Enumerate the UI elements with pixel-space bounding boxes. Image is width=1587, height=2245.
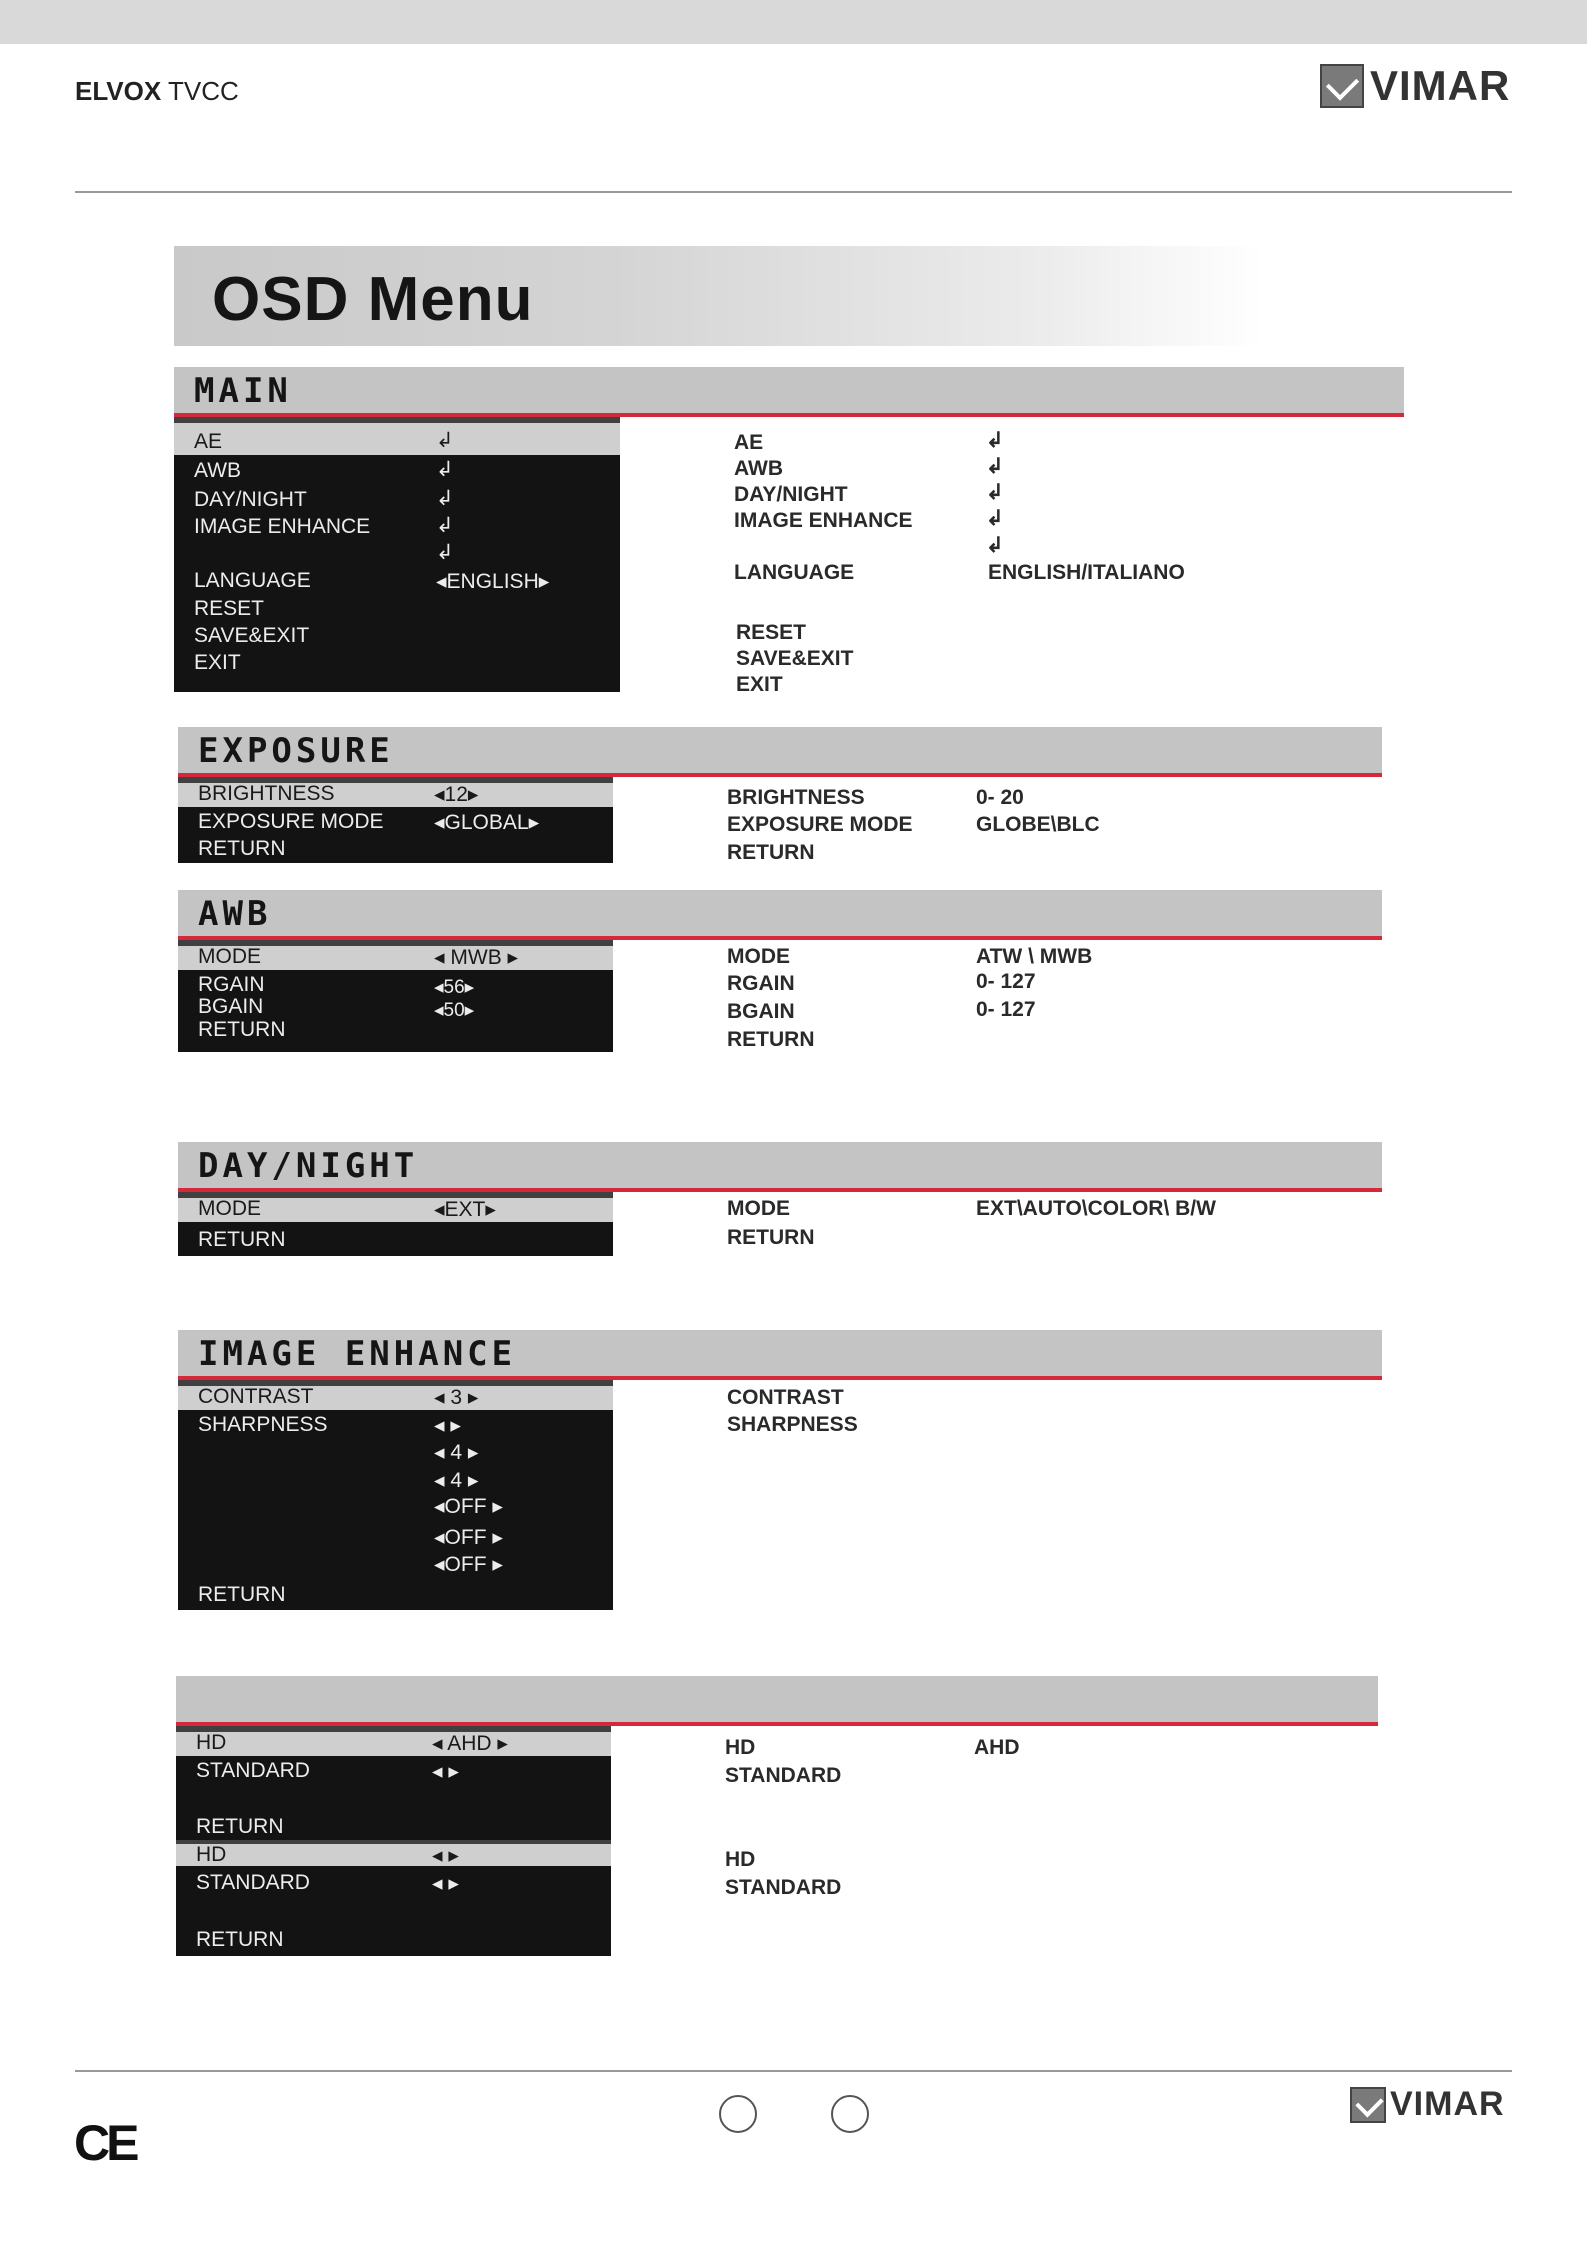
osd-item-mode: MODE [198,945,261,968]
osd-standard-value: ◂ ▸ [432,1872,459,1895]
osd-item-image-enhance: IMAGE ENHANCE [194,515,371,538]
section-header-video [176,1676,1378,1726]
brand: ELVOX TVCC [75,76,239,106]
osd-highlight [174,417,620,455]
desc-language: LANGUAGE [734,561,855,584]
desc-hd: HD [725,1736,756,1759]
desc-image-enhance: IMAGE ENHANCE [734,509,913,532]
osd-item-ae: AE [194,430,223,453]
desc-bgain: BGAIN [727,1000,795,1023]
desc-exit: EXIT [736,673,783,696]
desc-exposure-mode: EXPOSURE MODE [727,813,913,836]
osd-item-language: LANGUAGE [194,569,311,592]
enter-icon: ↲ [436,487,454,510]
osd-item-brightness: BRIGHTNESS [198,782,335,805]
osd-item-hd: HD [196,1843,227,1866]
section-header-exposure: EXPOSURE [178,727,1382,777]
osd-item-exposure-mode: EXPOSURE MODE [198,810,384,833]
osd-highlight [176,1840,611,1866]
osd-brightness-value: ◂12▸ [434,783,479,806]
desc-return: RETURN [727,1028,815,1051]
osd-awb-mode-value: ◂ MWB ▸ [434,946,519,969]
section-header-daynight: DAY/NIGHT [178,1142,1382,1192]
vimar-logo-icon [1350,2087,1386,2123]
osd-panel-exposure [178,777,613,863]
vimar-logo: VIMAR [1320,62,1510,110]
osd-item-bgain: BGAIN [198,995,264,1018]
enter-icon: ↲ [436,458,454,481]
desc-language-value: ENGLISH/ITALIANO [988,561,1185,584]
osd-sharpness-value: ◂ ▸ [434,1414,461,1437]
osd-exposure-mode-value: ◂GLOBAL▸ [434,811,540,834]
osd-value: ◂OFF ▸ [434,1526,503,1549]
osd-hd-value: ◂ AHD ▸ [432,1732,508,1755]
osd-value: ◂ 4 ▸ [434,1469,479,1492]
section-header-awb: AWB [178,890,1382,940]
footer-rule [75,2070,1512,2072]
osd-language-value: ◂ENGLISH▸ [436,570,550,593]
enter-icon: ↲ [986,507,1004,530]
osd-item-rgain: RGAIN [198,973,265,996]
desc-mode: MODE [727,945,790,968]
desc-save-exit: SAVE&EXIT [736,647,854,670]
osd-item-return: RETURN [198,1018,286,1041]
enter-icon: ↲ [436,541,454,564]
osd-item-sharpness: SHARPNESS [198,1413,328,1436]
osd-panel-daynight [178,1192,613,1256]
desc-mode: MODE [727,1197,790,1220]
osd-item-daynight: DAY/NIGHT [194,488,307,511]
title-band [174,246,1264,346]
desc-hd: HD [725,1848,756,1871]
osd-item-awb: AWB [194,459,242,482]
desc-sharpness: SHARPNESS [727,1413,858,1436]
osd-item-mode: MODE [198,1197,261,1220]
desc-exposure-mode-options: GLOBE\BLC [976,813,1100,836]
desc-brightness: BRIGHTNESS [727,786,865,809]
osd-standard-value: ◂ ▸ [432,1760,459,1783]
enter-icon: ↲ [436,514,454,537]
osd-item-exit: EXIT [194,651,241,674]
enter-icon: ↲ [436,429,454,452]
desc-brightness-range: 0- 20 [976,786,1024,809]
osd-bgain-value: ◂50▸ [434,1000,475,1021]
osd-item-standard: STANDARD [196,1759,310,1782]
desc-ae: AE [734,431,764,454]
osd-hd-value: ◂ ▸ [432,1844,459,1867]
ce-mark: CE [74,2115,136,2171]
osd-rgain-value: ◂56▸ [434,977,475,998]
osd-item-hd: HD [196,1731,227,1754]
osd-value: ◂OFF ▸ [434,1495,503,1518]
desc-rgain: RGAIN [727,972,795,995]
desc-return: RETURN [727,841,815,864]
osd-panel-video [176,1726,611,1956]
section-header-image-enhance: IMAGE ENHANCE [178,1330,1382,1380]
osd-panel-awb [178,940,613,1052]
desc-standard: STANDARD [725,1876,842,1899]
desc-awb: AWB [734,457,783,480]
enter-icon: ↲ [986,429,1004,452]
circle-mark [831,2095,869,2133]
osd-item-return: RETURN [198,1228,286,1251]
desc-rgain-range: 0- 127 [976,970,1036,993]
osd-value: ◂ 4 ▸ [434,1441,479,1464]
osd-item-return: RETURN [198,837,286,860]
desc-daynight-mode-options: EXT\AUTO\COLOR\ B/W [976,1197,1216,1220]
osd-highlight [176,1726,611,1756]
section-header-main: MAIN [174,367,1404,417]
osd-daynight-mode-value: ◂EXT▸ [434,1198,496,1221]
osd-item-contrast: CONTRAST [198,1385,314,1408]
desc-return: RETURN [727,1226,815,1249]
top-bar [0,0,1587,44]
osd-item-reset: RESET [194,597,265,620]
page-title: OSD Menu [212,265,534,334]
desc-hd-value: AHD [974,1736,1020,1759]
enter-icon: ↲ [986,481,1004,504]
osd-panel-image-enhance [178,1380,613,1610]
enter-icon: ↲ [986,534,1004,557]
desc-reset: RESET [736,621,807,644]
osd-item-save-exit: SAVE&EXIT [194,624,310,647]
desc-contrast: CONTRAST [727,1386,844,1409]
osd-item-return: RETURN [198,1583,286,1606]
vimar-logo-icon [1320,64,1364,108]
circle-mark [719,2095,757,2133]
osd-contrast-value: ◂ 3 ▸ [434,1386,479,1409]
osd-item-return: RETURN [196,1815,284,1838]
header-rule [75,191,1512,193]
osd-panel-main [174,417,620,692]
desc-awb-mode-options: ATW \ MWB [976,945,1093,968]
osd-item-standard: STANDARD [196,1871,310,1894]
desc-bgain-range: 0- 127 [976,998,1036,1021]
desc-standard: STANDARD [725,1764,842,1787]
vimar-logo-footer: VIMAR [1350,2085,1505,2124]
desc-daynight: DAY/NIGHT [734,483,848,506]
osd-item-return: RETURN [196,1928,284,1951]
osd-value: ◂OFF ▸ [434,1553,503,1576]
enter-icon: ↲ [986,455,1004,478]
